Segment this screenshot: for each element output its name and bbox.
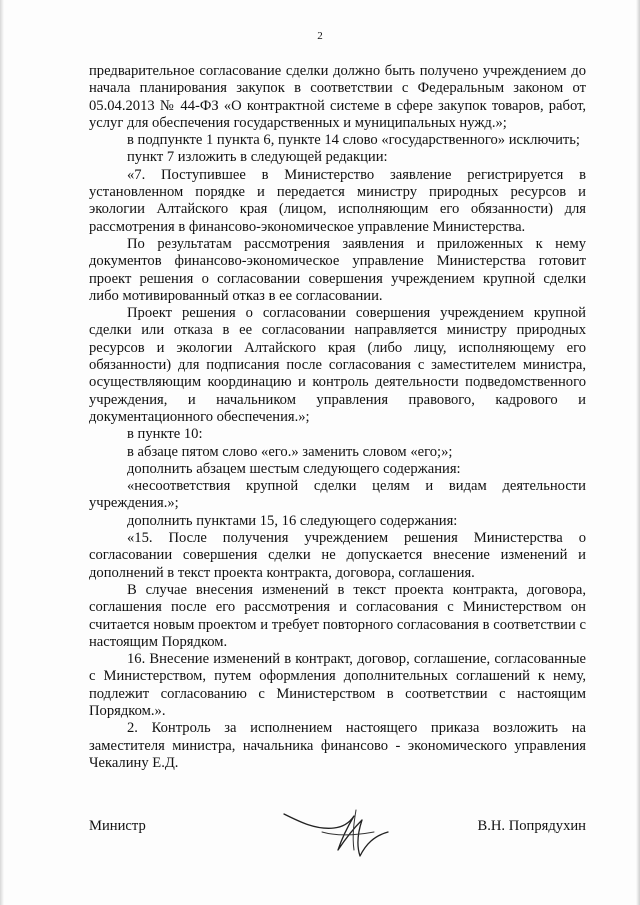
paragraph-12: «15. После получения учреждением решения Министерства о согласовании совершения сделки не допускается внесение изменений и дополнений в текст проекта контракта, договора, соглашения. [89, 530, 586, 581]
page-number: 2 [317, 30, 323, 42]
paragraph-10: «несоответствия крупной сделки целям и видам деятельности учреждения.»; [89, 478, 586, 512]
right-scan-edge [636, 0, 640, 905]
paragraph-9: дополнить абзацем шестым следующего содержания: [127, 460, 461, 477]
paragraph-5: По результатам рассмотрения заявления и приложенных к нему документов финансово-экономическое управление Министерства готовит проект решения о согласовании совершения учреждением крупной сделки либо мотивированный отказ в ее согласовании. [89, 235, 586, 304]
paragraph-7: в пункте 10: [127, 426, 203, 443]
paragraph-4: «7. Поступившее в Министерство заявление регистрируется в установленном порядке и передается министру природных ресурсов и экологии Алтайского края (лицом, исполняющим его обязанности) для рассмотрения в финансово-экономическое управление Министерства. [89, 166, 586, 235]
paragraph-15: 2. Контроль за исполнением настоящего приказа возложить на заместителя министра, начальника финансово - экономического управления Чекалину Е.Д. [89, 720, 586, 771]
paragraph-14: 16. Внесение изменений в контракт, договор, соглашение, согласованные с Министерством, путем оформления дополнительных соглашений к нему, подлежит согласованию с Министерством в соответствии с настоящим Порядком.». [89, 651, 586, 719]
paragraph-1: предварительное согласование сделки должно быть получено учреждением до начала планирования закупок в соответствии с Федеральным законом от 05.04.2013 № 44-ФЗ «О контрактной системе в сфере закупок товаров, работ, услуг для обеспечения государственных и муниципальных нужд.»; [89, 63, 586, 131]
paragraph-6: Проект решения о согласовании совершения учреждением крупной сделки или отказа в ее согласовании направляется министру природных ресурсов и экологии Алтайского края (либо лицу, исполняющему его обязанности) для подписания после согласования с заместителем министра, осуществляющим координацию и контроль деятельности подведомственного учреждения, и начальником управления правового, кадрового и документационного обеспечения.»; [89, 305, 586, 425]
paragraph-2: в подпункте 1 пункта 6, пункте 14 слово «государственного» исключить; [127, 132, 580, 149]
signatory-name: В.Н. Попрядухин [477, 818, 586, 834]
paragraph-3: пункт 7 изложить в следующей редакции: [127, 149, 388, 166]
signatory-title: Министр [89, 818, 146, 834]
left-scan-edge [0, 0, 4, 905]
paragraph-11: дополнить пунктами 15, 16 следующего содержания: [127, 512, 458, 529]
paragraph-8: в абзаце пятом слово «его.» заменить словом «его;»; [127, 443, 453, 460]
handwritten-signature [282, 792, 392, 862]
document-body [89, 63, 586, 772]
paragraph-13: В случае внесения изменений в текст проекта контракта, договора, соглашения после его рассмотрения и согласования с Министерством он считается новым проектом и требует повторного согласования в соответствии с настоящим Порядком. [89, 581, 586, 650]
